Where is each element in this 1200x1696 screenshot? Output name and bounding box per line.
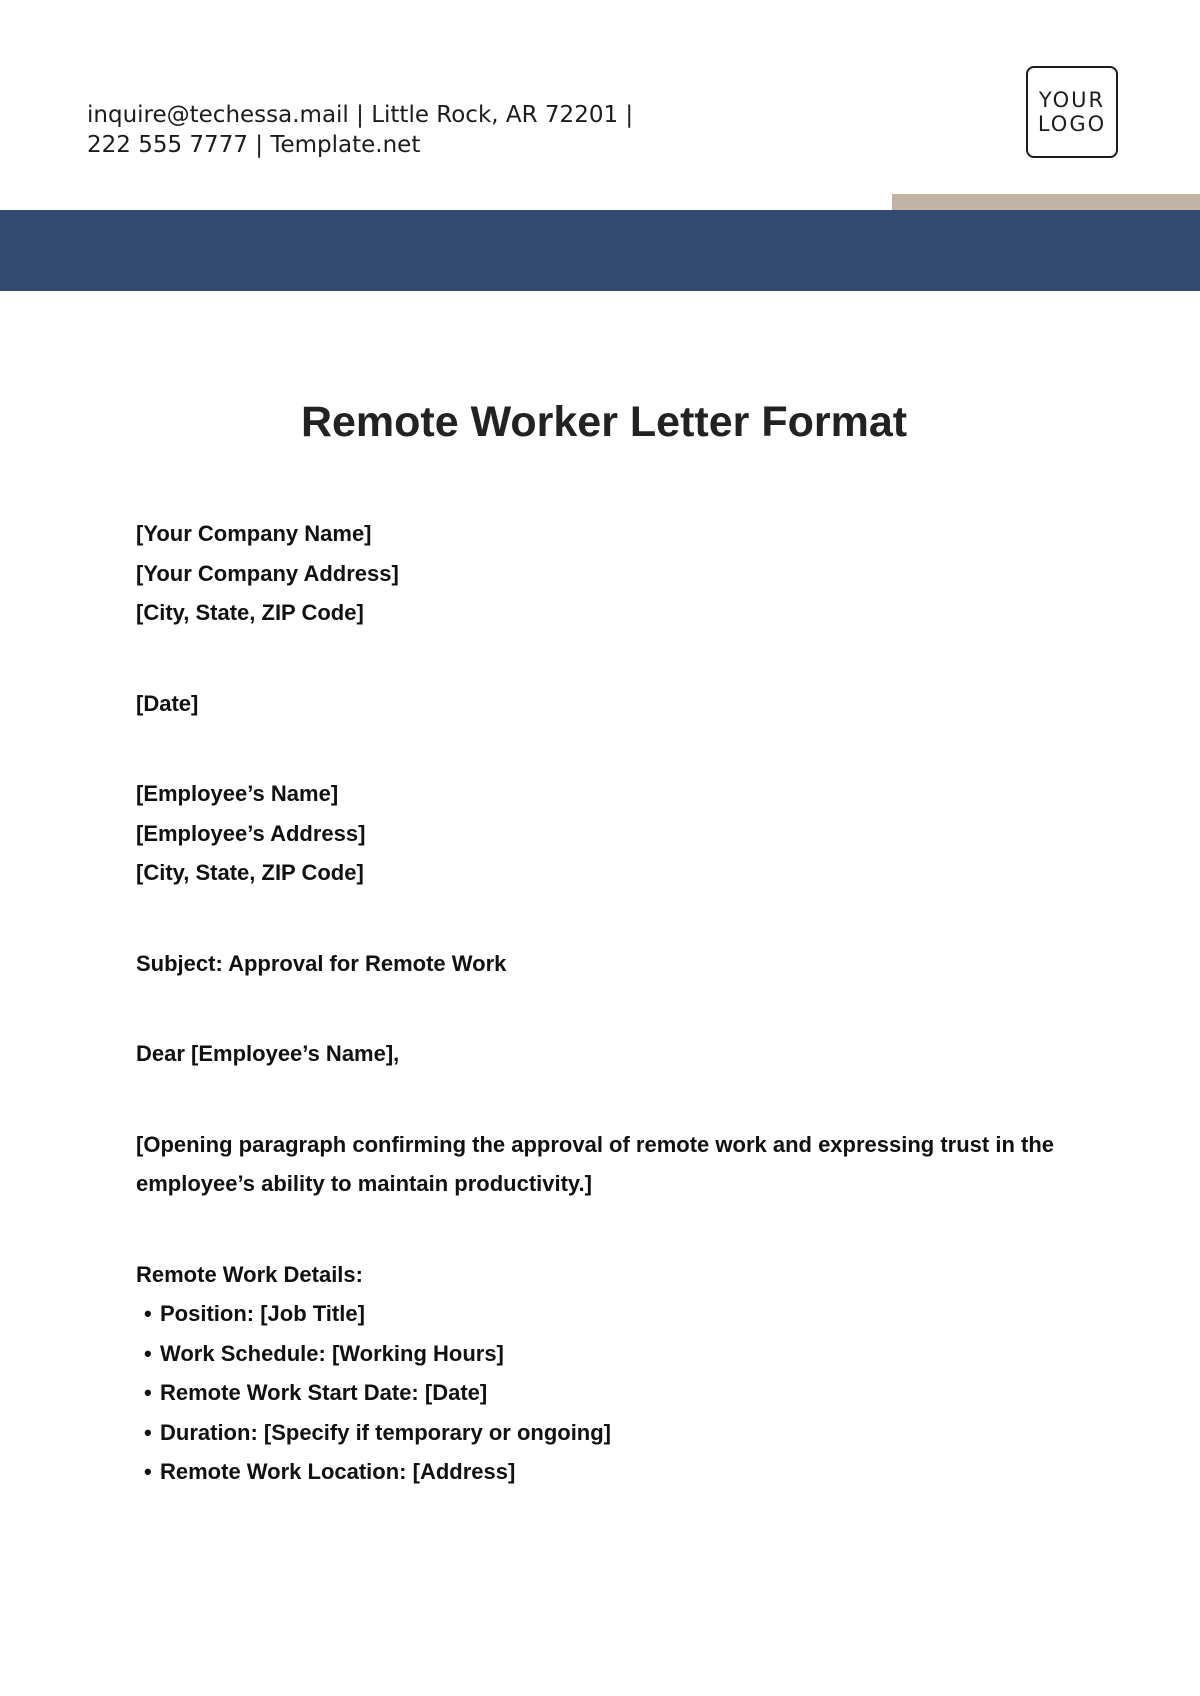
letter-body xyxy=(136,514,1076,1492)
contact-info xyxy=(87,100,633,160)
opening-paragraph: [Opening paragraph confirming the approval of remote work and expressing trust in the employee’s ability to maintain productivity.] xyxy=(136,1131,1055,1196)
list-item xyxy=(136,1452,1076,1492)
logo-placeholder xyxy=(1026,66,1118,158)
bullet-icon: • xyxy=(144,1380,152,1405)
contact-line-2: 222 555 7777 | Template.net xyxy=(87,132,421,158)
sender-company-address: [Your Company Address] xyxy=(136,560,399,586)
salutation: Dear [Employee’s Name], xyxy=(136,1041,400,1066)
details-heading: Remote Work Details: xyxy=(136,1261,363,1287)
logo-text-line-2: LOGO xyxy=(1037,112,1107,136)
header-band xyxy=(0,210,1200,291)
bullet-icon: • xyxy=(144,1340,152,1366)
accent-strip xyxy=(892,194,1200,210)
bullet-icon: • xyxy=(144,1419,152,1445)
contact-line-1: inquire@techessa.mail | Little Rock, AR 72201 | xyxy=(87,102,634,128)
list-item-text: Duration: [Specify if temporary or ongoing] xyxy=(160,1419,612,1445)
recipient-address: [Employee’s Address] xyxy=(136,820,366,846)
logo-text-line-1: YOUR xyxy=(1038,88,1106,112)
list-item xyxy=(136,1373,1076,1413)
subject-line: Subject: Approval for Remote Work xyxy=(136,950,507,976)
list-item-text: Remote Work Location: [Address] xyxy=(160,1459,516,1484)
recipient-name: [Employee’s Name] xyxy=(136,781,339,806)
list-item xyxy=(136,1294,1076,1334)
list-item-text: Remote Work Start Date: [Date] xyxy=(160,1380,488,1405)
list-item-text: Position: [Job Title] xyxy=(160,1301,365,1326)
details-list xyxy=(136,1294,1076,1492)
letter-date: [Date] xyxy=(136,690,199,716)
list-item xyxy=(136,1334,1076,1374)
sender-city-state-zip: [City, State, ZIP Code] xyxy=(136,600,364,625)
sender-company-name: [Your Company Name] xyxy=(136,521,372,546)
recipient-city-state-zip: [City, State, ZIP Code] xyxy=(136,860,364,885)
list-item xyxy=(136,1413,1076,1453)
bullet-icon: • xyxy=(144,1459,152,1484)
document-title: Remote Worker Letter Format xyxy=(300,398,908,446)
bullet-icon: • xyxy=(144,1301,152,1326)
list-item-text: Work Schedule: [Working Hours] xyxy=(160,1340,504,1366)
